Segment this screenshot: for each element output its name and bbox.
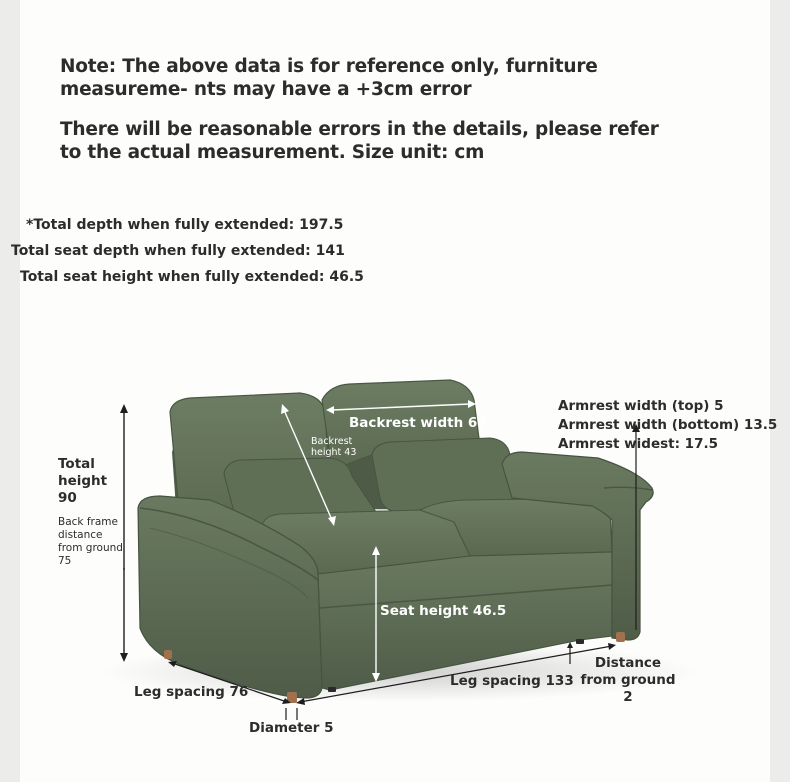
roller-right xyxy=(576,639,584,644)
label-armrest-widest: Armrest widest: 17.5 xyxy=(558,436,718,452)
label-backrest-width: Backrest width 67 xyxy=(349,415,487,431)
label-diameter: Diameter 5 xyxy=(249,720,334,736)
leg-front-right xyxy=(616,632,625,642)
label-seat-height: Seat height 46.5 xyxy=(380,603,507,619)
label-backrest-height: Backrest height 43 xyxy=(311,436,357,458)
label-leg-spacing-side: Leg spacing 76 xyxy=(134,684,249,700)
label-total-height: Total height 90 xyxy=(58,456,108,506)
spec-seat-height: Total seat height when fully extended: 46.5 xyxy=(20,269,364,285)
spec-seat-depth: Total seat depth when fully extended: 141 xyxy=(11,243,345,259)
label-distance-ground: Distance from ground 2 xyxy=(580,655,676,705)
label-back-frame: Back frame distance from ground 75 xyxy=(58,516,123,567)
measurement-note: There will be reasonable errors in the details, please refer to the actual measurement. Size unit: cm xyxy=(60,119,659,163)
reference-note: Note: The above data is for reference only, furniture measureme- nts may have a +3cm error xyxy=(60,56,598,100)
spec-total-depth: *Total depth when fully extended: 197.5 xyxy=(26,217,344,233)
label-armrest-top: Armrest width (top) 5 xyxy=(558,398,724,414)
leg-back-left xyxy=(164,650,172,659)
label-leg-spacing-front: Leg spacing 133 xyxy=(450,673,574,689)
label-armrest-bottom: Armrest width (bottom) 13.5 xyxy=(558,417,778,433)
roller-left xyxy=(328,687,336,692)
